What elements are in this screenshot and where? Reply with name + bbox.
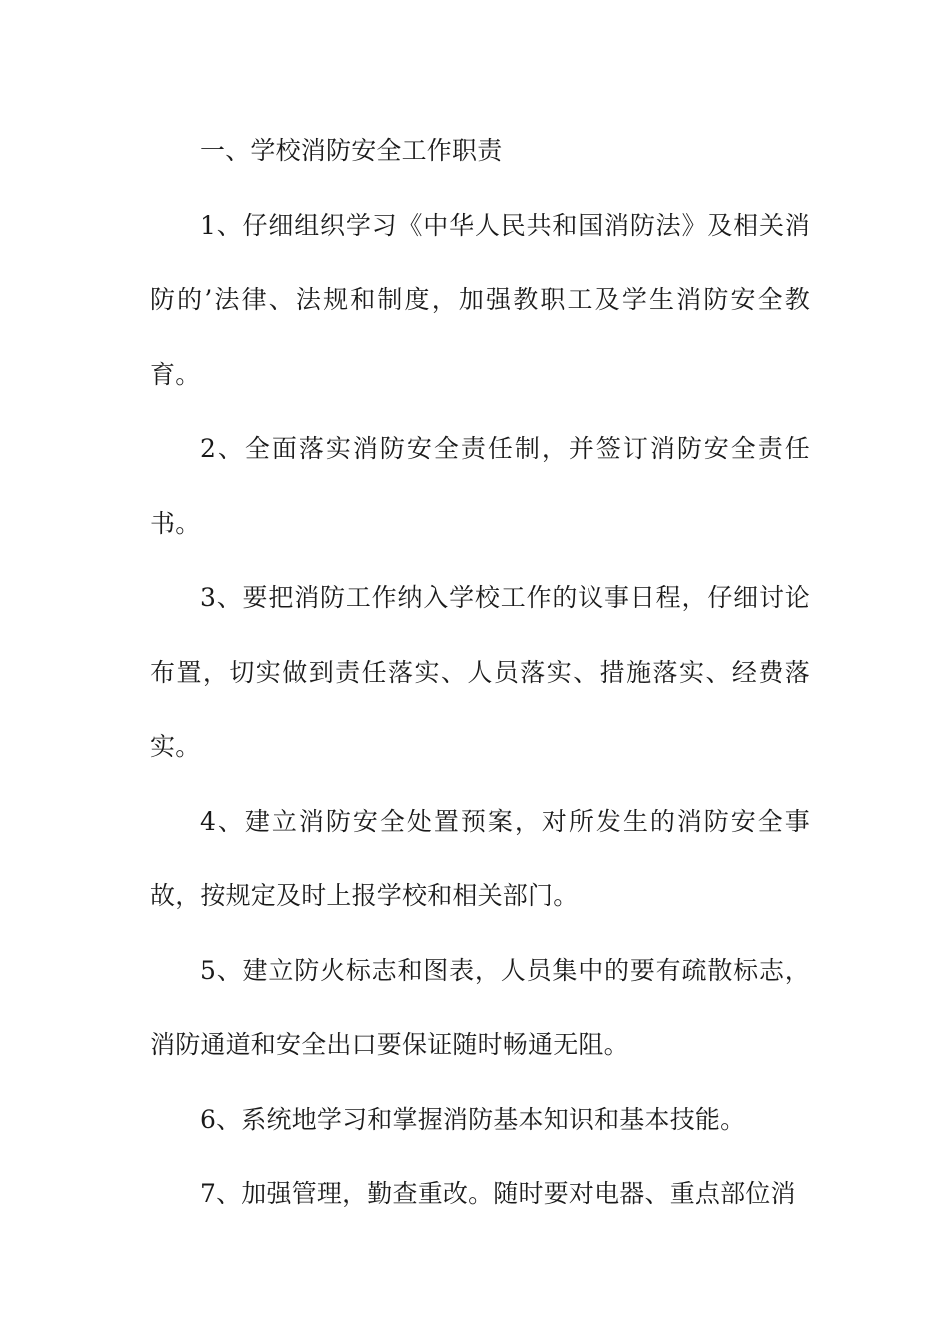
paragraph-6: 6、系统地学习和掌握消防基本知识和基本技能。: [200, 1104, 746, 1134]
paragraph-2: 2、全面落实消防安全责任制，并签订消防安全责任书。: [150, 434, 810, 538]
paragraph-5: 5、建立防火标志和图表，人员集中的要有疏散标志，消防通道和安全出口要保证随时畅通无阻。: [150, 955, 810, 1059]
paragraph-3: 3、要把消防工作纳入学校工作的议事日程，仔细讨论布置，切实做到责任落实、人员落实、措施落实、经费落实。: [150, 583, 810, 761]
section-heading: 一、学校消防安全工作职责: [200, 136, 503, 165]
paragraph-1: 1、仔细组织学习《中华人民共和国消防法》及相关消防的’法律、法规和制度，加强教职工及学生消防安全教育。: [150, 210, 810, 389]
paragraph-4: 4、建立消防安全处置预案，对所发生的消防安全事故，按规定及时上报学校和相关部门。: [150, 806, 810, 910]
document-body: [150, 114, 810, 1232]
paragraph-7: 7、加强管理，勤查重改。随时要对电器、重点部位消: [200, 1179, 796, 1208]
